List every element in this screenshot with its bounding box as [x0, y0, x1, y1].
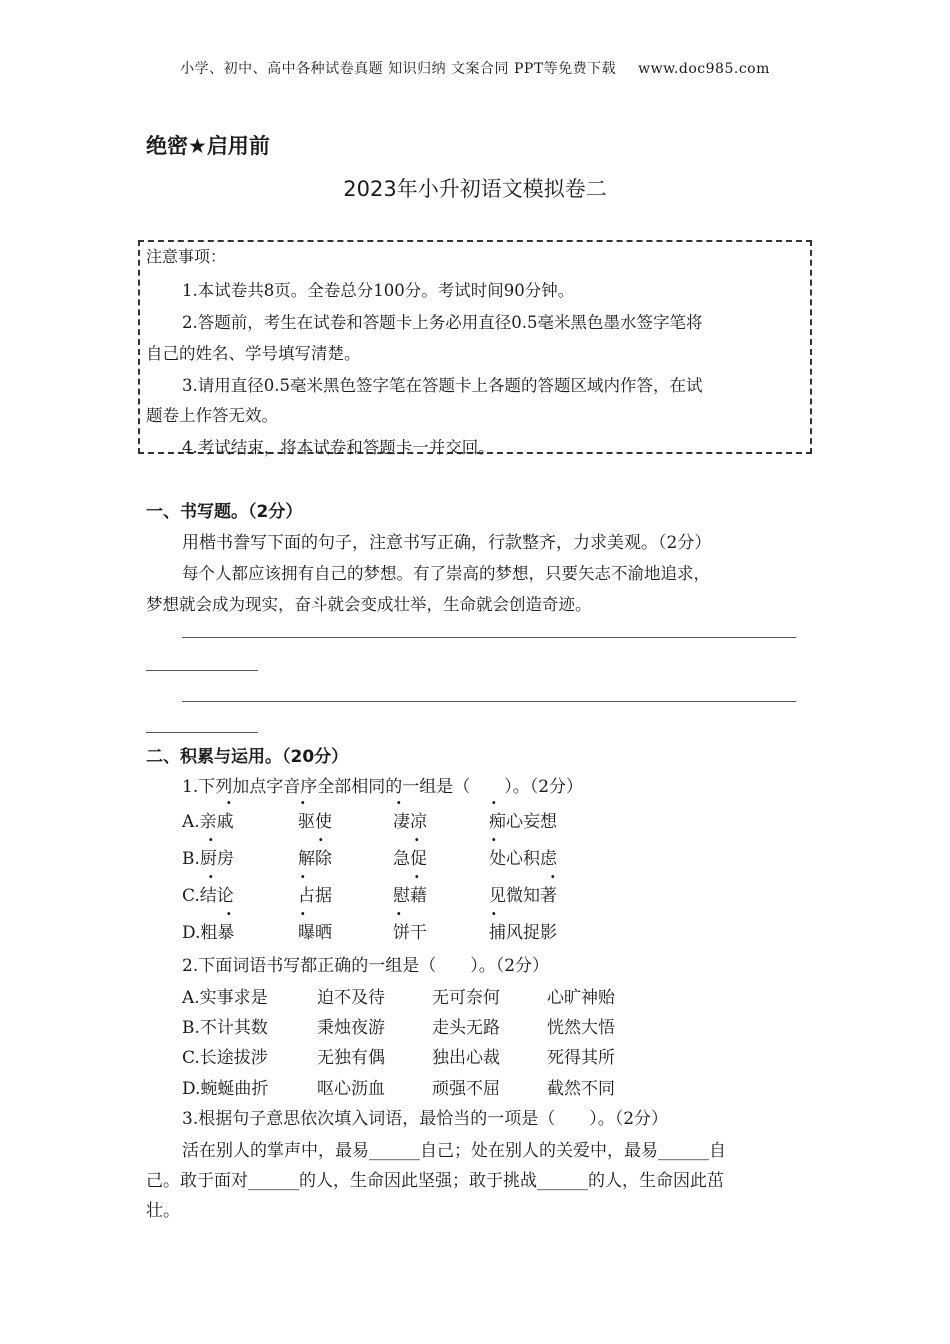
emphasis-dot: · — [396, 793, 402, 812]
q3-stem: 3.根据句子意思依次填入词语，最恰当的一项是（ ）。（2分） — [182, 1109, 669, 1129]
q2-option-d-word2: 呕心沥血 — [317, 1079, 385, 1099]
notice-item-1: 1.本试卷共8页。全卷总分100分。考试时间90分钟。 — [182, 281, 575, 300]
q2-option-b-word3: 走头无路 — [432, 1018, 500, 1038]
q1-option-d-label: D.粗暴 — [182, 923, 235, 943]
section1-instruction: 用楷书誊写下面的句子，注意书写正确，行款整齐，力求美观。（2分） — [182, 533, 712, 553]
q1-option-c-word4: 见微知著 — [489, 886, 557, 906]
q1-stem: 1.下列加点字音序全部相同的一组是（ ）。（2分） — [182, 777, 584, 797]
q3-line-3: 壮。 — [146, 1201, 180, 1221]
q1-option-d-word3: 饼干 — [393, 923, 427, 943]
section1-heading: 一、书写题。（2分） — [146, 502, 303, 522]
q3-line-1: 活在别人的掌声中，最易______自己；处在别人的关爱中，最易______自 — [182, 1141, 726, 1161]
q2-option-b-word4: 恍然大悟 — [547, 1018, 615, 1038]
q2-option-c-word2: 无独有偶 — [317, 1048, 385, 1068]
q2-option-d-word4: 截然不同 — [547, 1079, 615, 1099]
emphasis-dot: · — [491, 904, 497, 923]
emphasis-dot: · — [491, 830, 497, 849]
q1-option-a-label: A.亲戚 — [182, 812, 234, 832]
emphasis-dot: · — [300, 867, 306, 886]
q1-option-b-word3: 急促 — [393, 849, 427, 869]
emphasis-dot: · — [414, 830, 420, 849]
page-title: 2023年小升初语文模拟卷二 — [343, 177, 607, 201]
emphasis-dot: · — [300, 793, 306, 812]
q2-option-b-word2: 秉烛夜游 — [317, 1018, 385, 1038]
q2-option-b-label: B.不计其数 — [182, 1018, 268, 1038]
header-site[interactable]: www.doc985.com — [638, 61, 770, 77]
emphasis-dot: · — [396, 904, 402, 923]
emphasis-dot: · — [550, 867, 556, 886]
writing-line-2a[interactable] — [182, 701, 796, 702]
emphasis-dot: · — [226, 904, 232, 923]
section2-heading: 二、积累与运用。（20分） — [146, 747, 349, 767]
emphasis-dot: · — [318, 830, 324, 849]
q1-option-a-word2: 驱使 — [298, 812, 332, 832]
writing-line-2b[interactable] — [146, 732, 258, 733]
notice-heading: 注意事项： — [146, 247, 227, 266]
q1-option-c-word3: 慰藉 — [393, 886, 427, 906]
emphasis-dot: · — [491, 793, 497, 812]
q1-option-b-word2: 解除 — [298, 849, 332, 869]
emphasis-dot: · — [208, 830, 214, 849]
q2-option-d-word3: 顽强不屈 — [432, 1079, 500, 1099]
notice-item-2a: 2.答题前，考生在试卷和答题卡上务必用直径0.5毫米黑色墨水签字笔将 — [182, 313, 703, 332]
notice-item-4: 4.考试结束，将本试卷和答题卡一并交回。 — [182, 438, 495, 457]
q2-option-d-label: D.蜿蜒曲折 — [182, 1079, 269, 1099]
page-header — [0, 58, 950, 78]
secret-mark: 绝密★启用前 — [146, 134, 270, 158]
q1-option-c-word2: 占据 — [298, 886, 332, 906]
q1-option-b-word4: 处心积虑 — [489, 849, 557, 869]
q2-option-c-label: C.长途拔涉 — [182, 1048, 268, 1068]
header-text: 小学、初中、高中各种试卷真题 知识归纳 文案合同 PPT等免费下载 — [180, 61, 617, 77]
emphasis-dot: · — [300, 904, 306, 923]
q1-option-d-word2: 曝晒 — [298, 923, 332, 943]
notice-item-3b: 题卷上作答无效。 — [146, 406, 278, 425]
q2-option-a-word4: 心旷神贻 — [547, 988, 615, 1008]
writing-line-1a[interactable] — [182, 637, 796, 638]
q3-line-2: 己。敢于面对______的人，生命因此坚强；敢于挑战______的人，生命因此茁 — [146, 1171, 724, 1191]
emphasis-dot: · — [208, 867, 214, 886]
writing-line-1b[interactable] — [146, 670, 258, 671]
q2-option-a-word3: 无可奈何 — [432, 988, 500, 1008]
q2-option-a-label: A.实事求是 — [182, 988, 268, 1008]
q1-option-c-label: C.结论 — [182, 886, 234, 906]
q2-option-c-word3: 独出心裁 — [432, 1048, 500, 1068]
q1-option-d-word4: 捕风捉影 — [489, 923, 557, 943]
section1-text-a: 每个人都应该拥有自己的梦想。有了崇高的梦想，只要矢志不渝地追求， — [182, 564, 710, 583]
notice-item-3a: 3.请用直径0.5毫米黑色签字笔在答题卡上各题的答题区域内作答，在试 — [182, 376, 703, 395]
q1-option-b-label: B.厨房 — [182, 849, 234, 869]
q1-option-a-word3: 凄凉 — [393, 812, 427, 832]
section1-text-b: 梦想就会成为现实，奋斗就会变成壮举，生命就会创造奇迹。 — [146, 595, 592, 614]
q2-stem: 2.下面词语书写都正确的一组是（ ）。（2分） — [182, 956, 550, 976]
q1-option-a-word4: 痴心妄想 — [489, 812, 557, 832]
notice-item-2b: 自己的姓名、学号填写清楚。 — [146, 344, 361, 363]
emphasis-dot: · — [414, 867, 420, 886]
emphasis-dot: · — [226, 793, 232, 812]
q2-option-a-word2: 迫不及待 — [317, 988, 385, 1008]
q2-option-c-word4: 死得其所 — [547, 1048, 615, 1068]
